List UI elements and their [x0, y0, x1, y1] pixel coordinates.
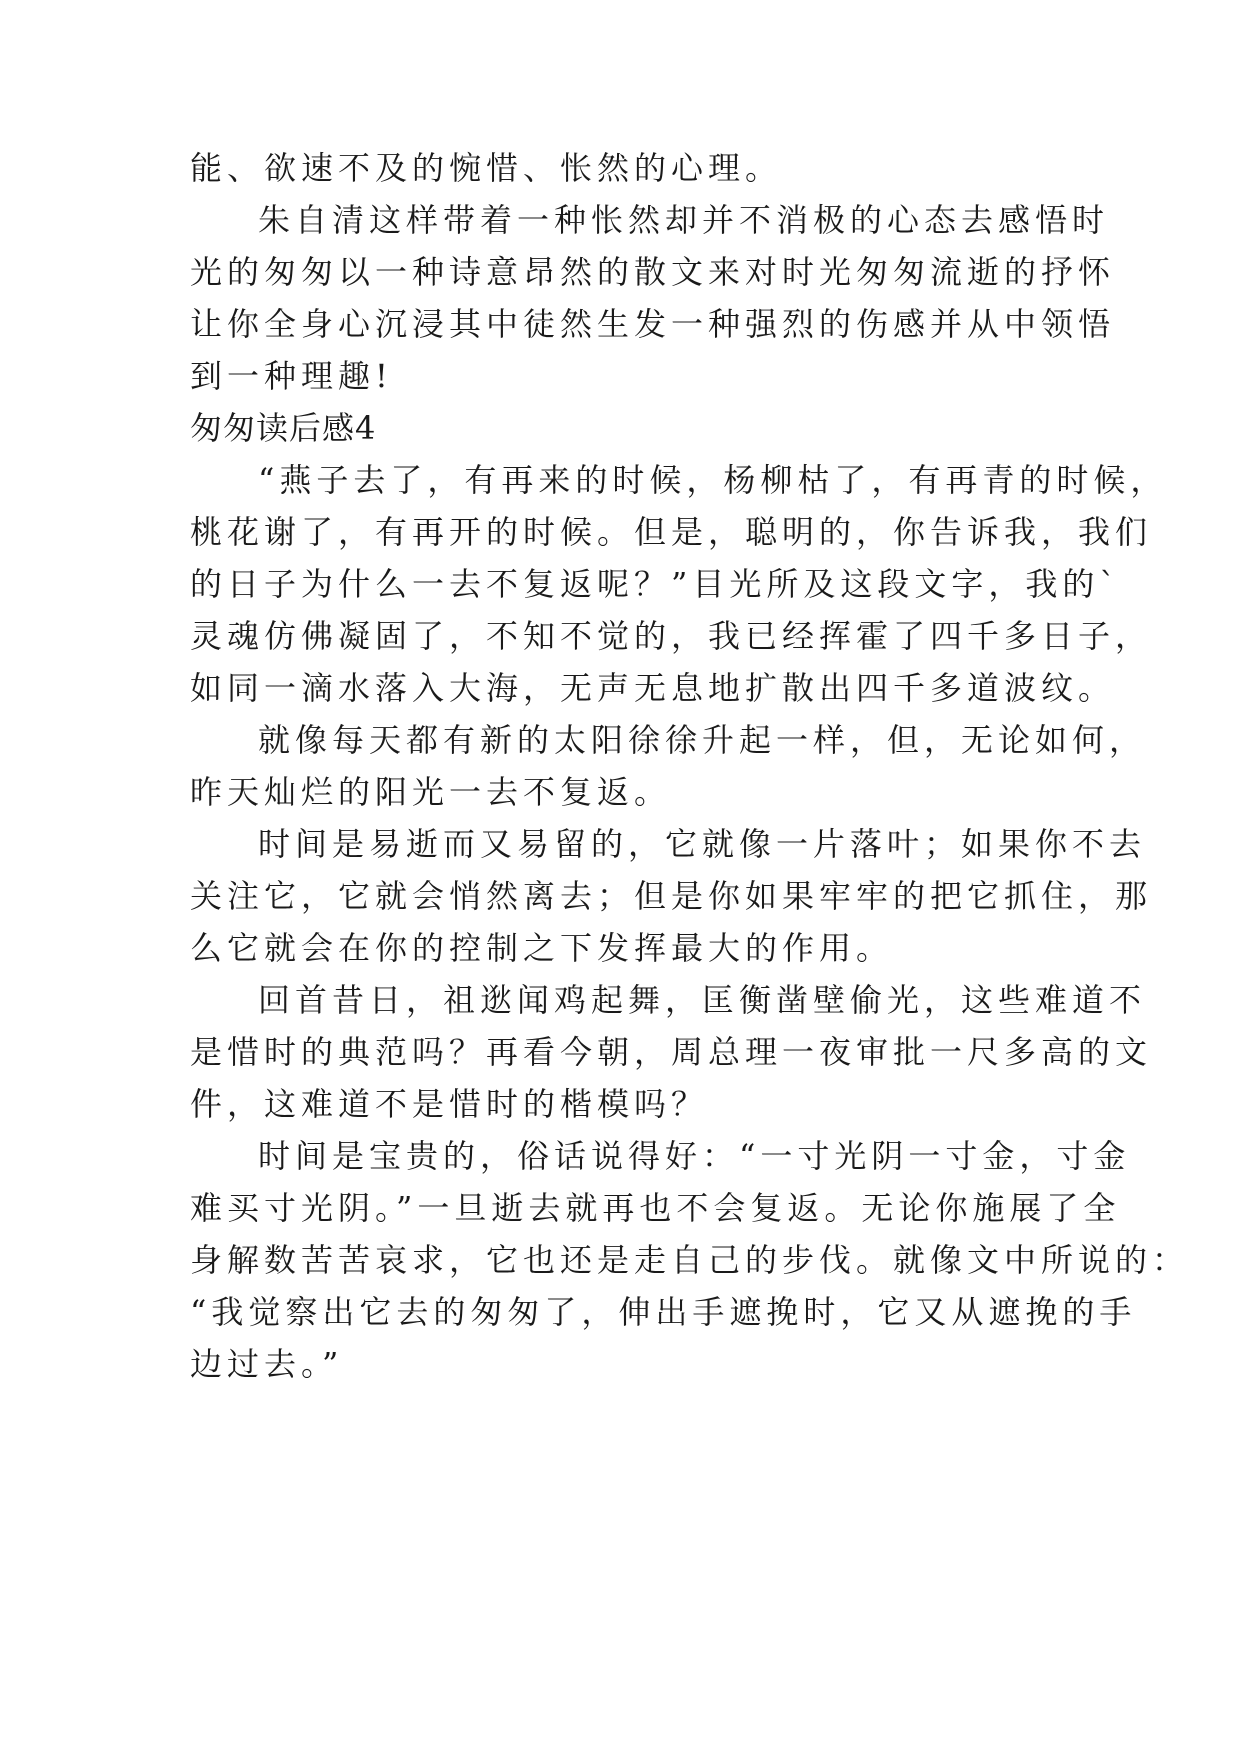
paragraph-line: 难买寸光阴。”一旦逝去就再也不会复返。无论你施展了全 [190, 1189, 1121, 1227]
paragraph-line: 能、欲速不及的惋惜、怅然的心理。 [190, 149, 783, 187]
paragraph-line: 回首昔日，祖逖闻鸡起舞，匡衡凿壁偷光，这些难道不 [258, 981, 1147, 1019]
paragraph-line: 就像每天都有新的太阳徐徐升起一样，但，无论如何， [258, 721, 1147, 759]
paragraph-line: 昨天灿烂的阳光一去不复返。 [190, 773, 672, 811]
paragraph-line: 让你全身心沉浸其中徒然生发一种强烈的伤感并从中领悟 [190, 305, 1116, 343]
paragraph-line: 是惜时的典范吗？再看今朝，周总理一夜审批一尺多高的文 [190, 1033, 1153, 1071]
paragraph-line: 件，这难道不是惜时的楷模吗？ [190, 1085, 709, 1123]
paragraph-line: 到一种理趣! [190, 357, 393, 395]
paragraph-line: 朱自清这样带着一种怅然却并不消极的心态去感悟时 [258, 201, 1110, 239]
paragraph-line: 身解数苦苦哀求，它也还是走自己的步伐。就像文中所说的： [190, 1241, 1190, 1279]
paragraph-line: 么它就会在你的控制之下发挥最大的作用。 [190, 929, 894, 967]
paragraph-line: 灵魂仿佛凝固了，不知不觉的，我已经挥霍了四千多日子， [190, 617, 1153, 655]
paragraph-line: 时间是易逝而又易留的，它就像一片落叶；如果你不去 [258, 825, 1147, 863]
paragraph-line: 关注它，它就会悄然离去；但是你如果牢牢的把它抓住，那 [190, 877, 1153, 915]
paragraph-line: “我觉察出它去的匆匆了，伸出手遮挽时，它又从遮挽的手 [190, 1293, 1137, 1331]
paragraph-line: 光的匆匆以一种诗意昂然的散文来对时光匆匆流逝的抒怀 [190, 253, 1116, 291]
paragraph-line: “燕子去了，有再来的时候，杨柳枯了，有再青的时候， [258, 461, 1168, 499]
paragraph-line: 边过去。” [190, 1345, 344, 1383]
paragraph-line: 桃花谢了，有再开的时候。但是，聪明的，你告诉我，我们 [190, 513, 1153, 551]
section-heading: 匆匆读后感4 [190, 409, 377, 447]
paragraph-line: 如同一滴水落入大海，无声无息地扩散出四千多道波纹。 [190, 669, 1116, 707]
paragraph-line: 的日子为什么一去不复返呢？”目光所及这段文字，我的` [190, 565, 1121, 603]
paragraph-line: 时间是宝贵的，俗话说得好：“一寸光阴一寸金，寸金 [258, 1137, 1131, 1175]
